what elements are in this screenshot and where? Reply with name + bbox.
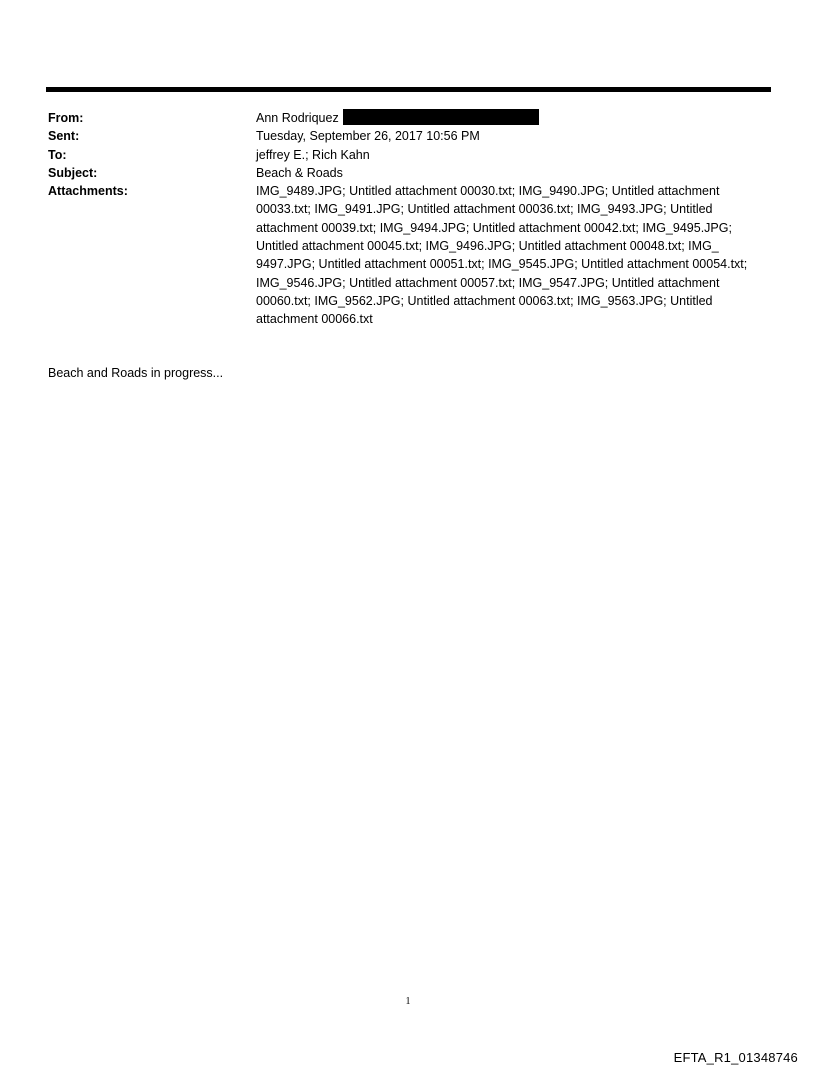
- to-row: [48, 146, 758, 164]
- from-value: Ann Rodriquez: [256, 111, 339, 125]
- to-label: To:: [48, 147, 67, 162]
- attachments-label: Attachments:: [48, 184, 128, 199]
- email-body: Beach and Roads in progress...: [48, 366, 224, 380]
- header-divider: [46, 87, 771, 92]
- sent-row: [48, 127, 758, 145]
- subject-label: Subject:: [48, 165, 98, 180]
- email-header: [48, 109, 758, 329]
- from-label: From:: [48, 111, 84, 125]
- subject-value: Beach & Roads: [256, 165, 343, 180]
- attachments-row: [48, 182, 758, 328]
- attachments-value: IMG_9489.JPG; Untitled attachment 00030.txt; IMG_9490.JPG; Untitled attachment 00033.txt; IMG_9491.JPG; Untitled attachment 00036.txt; IMG_9493.JPG; Untitled attachment 00039.txt; IMG_9494.JPG; Untitled attachment 00042.txt; IMG_9495.JPG; Untitled attachment 00045.txt; IMG_9496.JPG; Untitled attachment 00048.txt; IMG_ 9497.JPG; Untitled attachment 00051.txt; IMG_9545.JPG; Untitled attachment 00054.txt; IMG_9546.JPG; Untitled attachment 00057.txt; IMG_9547.JPG; Untitled attachment 00060.txt; IMG_9562.JPG; Untitled attachment 00063.txt; IMG_9563.JPG; Untitled attachment 00066.txt: [256, 184, 748, 327]
- sent-label: Sent:: [48, 129, 80, 144]
- sent-value: Tuesday, September 26, 2017 10:56 PM: [256, 129, 480, 144]
- document-id: EFTA_R1_01348746: [673, 1050, 798, 1065]
- from-row: [48, 109, 758, 127]
- to-value: jeffrey E.; Rich Kahn: [256, 147, 370, 162]
- redaction-box: [343, 109, 539, 125]
- subject-row: [48, 164, 758, 182]
- from-value-container: [256, 109, 758, 127]
- page-number: 1: [405, 996, 411, 1007]
